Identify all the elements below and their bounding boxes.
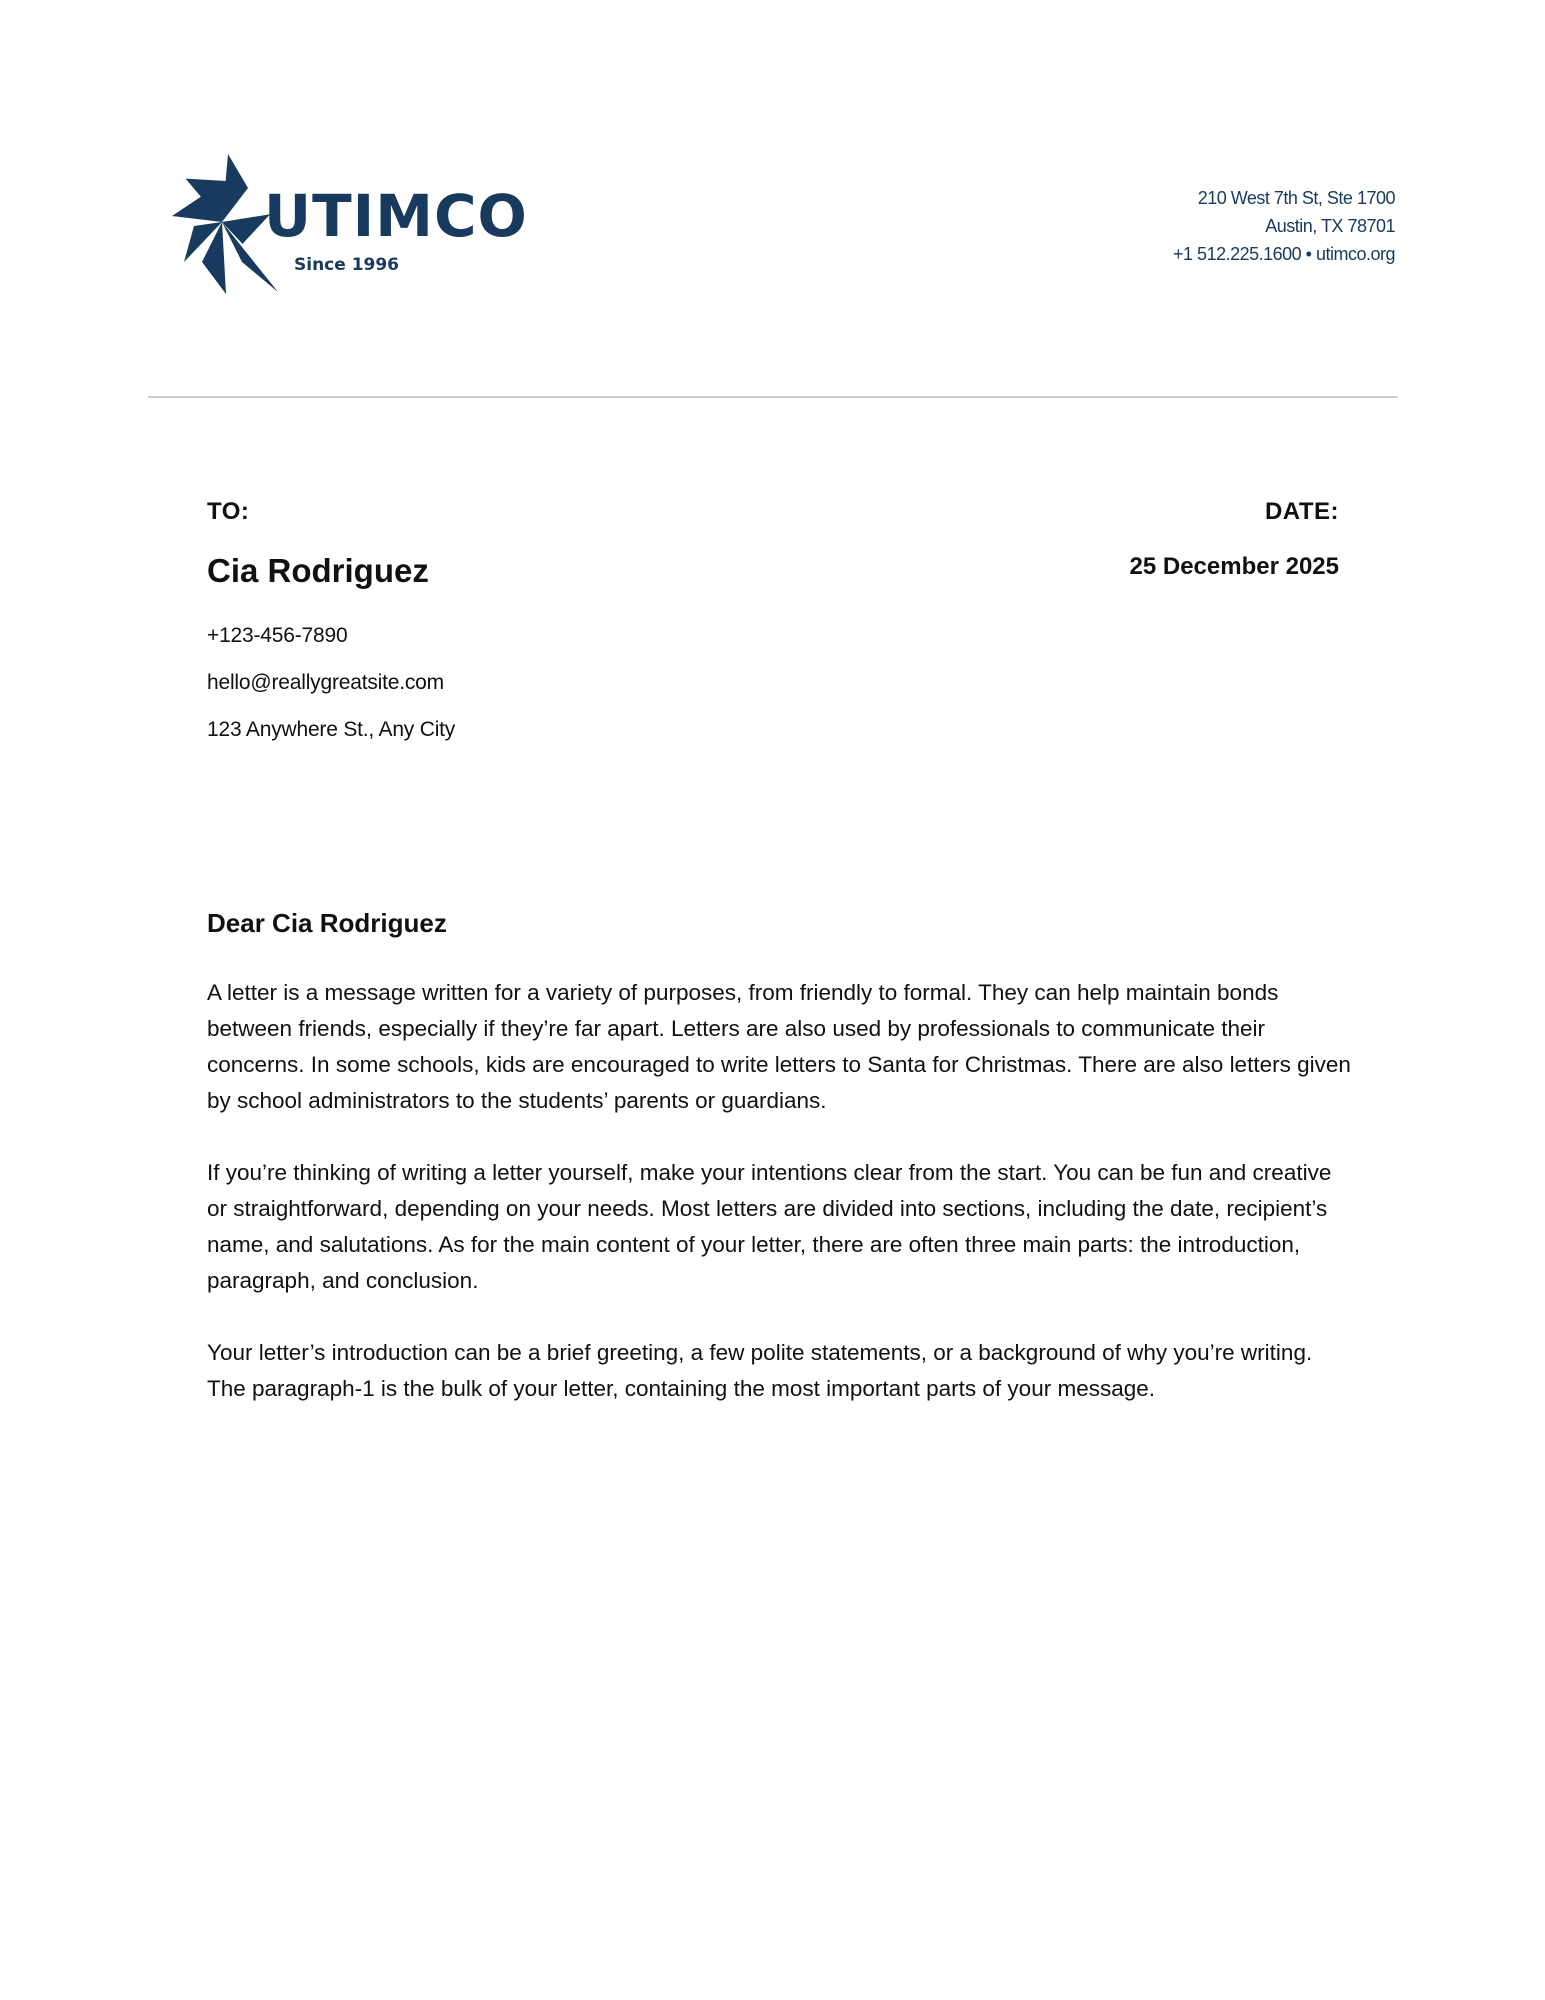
salutation: Dear Cia Rodriguez <box>207 908 447 938</box>
letter-body <box>207 975 1352 1443</box>
sender-address <box>975 184 1395 268</box>
address-contact: +1 512.225.1600 • utimco.org <box>1173 244 1395 264</box>
address-city: Austin, TX 78701 <box>1265 216 1395 236</box>
date-label: DATE: <box>1264 498 1339 525</box>
to-label: TO: <box>207 498 250 525</box>
recipient-phone: +123-456-7890 <box>207 624 348 647</box>
date-value: 25 December 2025 <box>1129 553 1339 580</box>
recipient-email: hello@reallygreatsite.com <box>207 671 444 694</box>
body-paragraph: If you’re thinking of writing a letter yourself, make your intentions clear from the start. You can be fun and creative or straightforward, depending on your needs. Most letters are divided into sections, including the date, recipient’s name, and salutations. As for the main content of your letter, there are often three main parts: the introduction, paragraph, and conclusion. <box>207 1160 1332 1293</box>
brand-tagline: Since 1996 <box>294 255 400 275</box>
star-burst-icon <box>172 154 278 294</box>
recipient-name: Cia Rodriguez <box>207 552 429 589</box>
body-paragraph: Your letter’s introduction can be a brief greeting, a few polite statements, or a background of why you’re writing. The paragraph-1 is the bulk of your letter, containing the most important parts of your message. <box>207 1340 1313 1401</box>
recipient-address: 123 Anywhere St., Any City <box>207 718 456 741</box>
address-street: 210 West 7th St, Ste 1700 <box>1197 188 1395 208</box>
utimco-logo <box>172 144 552 304</box>
body-paragraph: A letter is a message written for a variety of purposes, from friendly to formal. They can help maintain bonds between friends, especially if they’re far apart. Letters are also used by professionals to communicate their concerns. In some schools, kids are encouraged to write letters to Santa for Christmas. There are also letters given by school administrators to the students’ parents or guardians. <box>207 980 1351 1113</box>
brand-wordmark: UTIMCO <box>264 182 528 250</box>
header-divider <box>148 396 1398 398</box>
